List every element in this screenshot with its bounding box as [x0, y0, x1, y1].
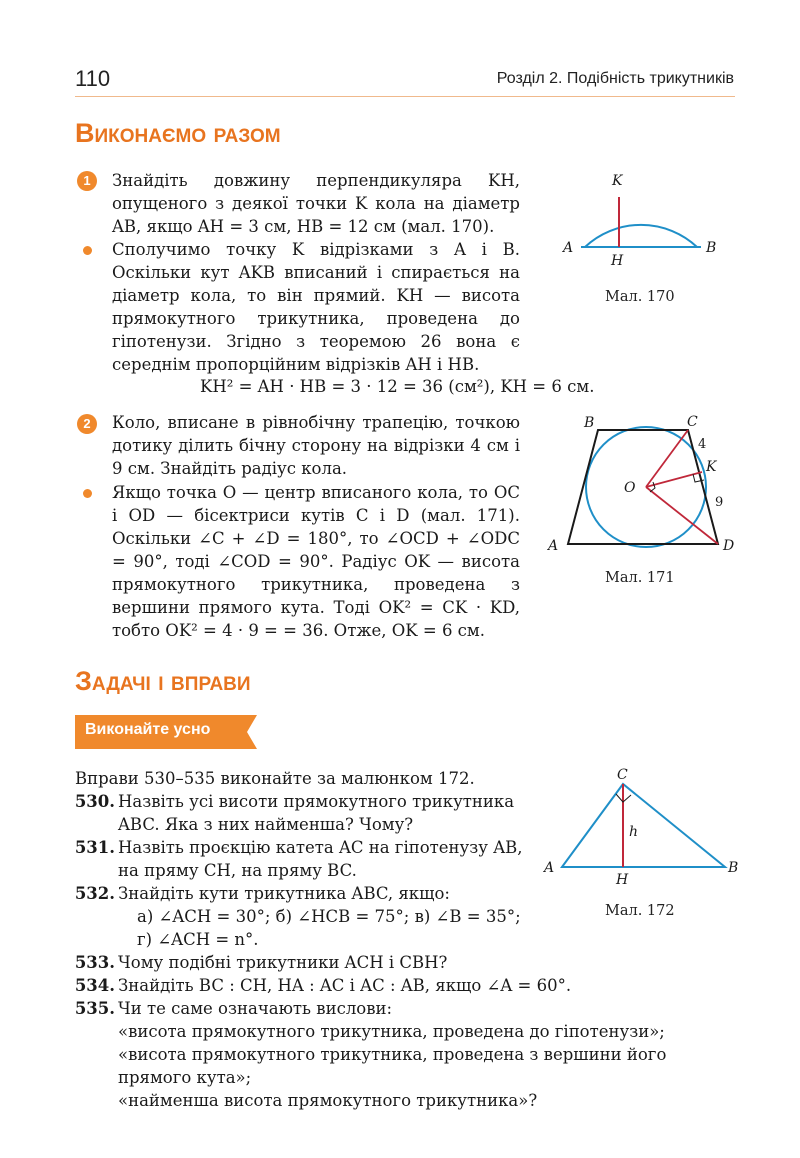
- exercise-text: Чи те саме означають вислови:: [118, 999, 393, 1018]
- header-divider: [75, 96, 735, 97]
- solution-bullet-2: [83, 489, 92, 498]
- right-angle-mark-k: [693, 474, 704, 482]
- exercise-text: Знайдіть BC : CH, HA : AC і AC : AB, якщо ∠A = 60°.: [118, 976, 572, 995]
- problem-1-solution: Сполучимо точку K відрізками з A і B. Оскільки кут AKB вписаний і спирається на діаметр кола, то він прямий. KH — висота прямокутного трикутника, проведена до гіпотенузи. Згідно з теоремою 26 вона є середнім пропорційним відрізків AH і HB.: [112, 240, 520, 374]
- problem-1-formula: KH² = AH · HB = 3 · 12 = 36 (см²), KH = 6 см.: [200, 377, 595, 396]
- exercise-text: Назвіть усі висоти прямокутного трикутника ABC. Яка з них найменша? Чому?: [118, 792, 515, 834]
- label-b: B: [584, 415, 595, 431]
- problem-badge-2: 2: [77, 414, 97, 434]
- section-heading-together: Виконаємо разом: [75, 118, 281, 148]
- label-h: H: [616, 872, 629, 888]
- exercise-quote-3: «найменша висота прямокутного трикутника»?: [118, 1091, 538, 1110]
- semicircle-arc: [585, 225, 697, 247]
- exercise-number: 530.: [74, 792, 115, 811]
- exercise-subitems-1: а) ∠ACH = 30°; б) ∠HCB = 75°; в) ∠B = 35°;: [137, 907, 521, 926]
- ribbon-label: Виконайте усно: [85, 721, 211, 738]
- problem-badge-1: 1: [77, 171, 97, 191]
- label-k: K: [612, 173, 623, 189]
- label-a: A: [548, 538, 559, 554]
- label-o: O: [624, 480, 636, 496]
- label-a: A: [563, 240, 574, 256]
- segment-oc: [646, 430, 688, 487]
- segment-kd-length: 9: [715, 495, 724, 510]
- figure-172-caption: Мал. 172: [605, 903, 675, 919]
- exercise-quote-2: «висота прямокутного трикутника, проведена з вершини його прямого кута»;: [118, 1045, 667, 1087]
- exercise-text: Чому подібні трикутники ACH і CBH?: [118, 953, 448, 972]
- problem-1-text: Знайдіть довжину перпендикуляра KH, опущеного з деякої точки K кола на діаметр AB, якщо AH = 3 см, HB = 12 см (мал. 170).: [112, 171, 520, 236]
- page-number: 110: [75, 66, 111, 91]
- figure-170-semicircle: [555, 165, 740, 275]
- label-c: C: [687, 414, 698, 430]
- exercise-number: 534.: [74, 976, 115, 995]
- triangle-abc: [562, 784, 725, 867]
- exercise-number: 532.: [74, 884, 115, 903]
- label-altitude-h: h: [629, 824, 639, 840]
- problem-2-solution: Якщо точка O — центр вписаного кола, то OC і OD — бісектриси кутів C і D (мал. 171). Оскільки ∠C + ∠D = 180°, то ∠OCD + ∠ODC = 90°, тоді ∠COD = 90°. Радіус OK — висота прямокутного трикутника, проведена з вершини прямого кута. Тоді OK² = CK · KD, тобто OK² = 4 · 9 = = 36. Отже, OK = 6 см.: [112, 483, 520, 640]
- label-b: B: [728, 860, 739, 876]
- figure-171-trapezoid: [540, 410, 745, 560]
- figure-170-caption: Мал. 170: [605, 289, 675, 305]
- problem-2-text: Коло, вписане в рівнобічну трапецію, точкою дотику ділить бічну сторону на відрізки 4 см і 9 см. Знайдіть радіус кола.: [112, 413, 520, 478]
- label-c: C: [617, 767, 628, 783]
- exercise-text: Знайдіть кути трикутника ABC, якщо:: [118, 884, 450, 903]
- section-heading-tasks: Задачі і вправи: [75, 666, 251, 696]
- solution-bullet-1: [83, 246, 92, 255]
- exercise-quote-1: «висота прямокутного трикутника, проведена до гіпотенузи»;: [118, 1022, 665, 1041]
- label-k: K: [706, 459, 717, 475]
- exercise-number: 535.: [74, 999, 115, 1018]
- chapter-title: Розділ 2. Подібність трикутників: [496, 70, 734, 87]
- exercise-subitems-2: г) ∠ACH = n°.: [137, 930, 259, 949]
- figure-172-right-triangle: [540, 760, 745, 890]
- figure-171-caption: Мал. 171: [605, 570, 675, 586]
- exercises-intro: Вправи 530–535 виконайте за малюнком 172.: [75, 769, 475, 788]
- exercise-text: Назвіть проєкцію катета AC на гіпотенузу AB, на пряму CH, на пряму BC.: [118, 838, 523, 880]
- exercise-number: 531.: [74, 838, 115, 857]
- exercise-number: 533.: [74, 953, 115, 972]
- label-d: D: [723, 538, 735, 554]
- label-b: B: [706, 240, 717, 256]
- label-h: H: [611, 253, 624, 269]
- label-a: A: [544, 860, 555, 876]
- segment-ck-length: 4: [698, 437, 707, 452]
